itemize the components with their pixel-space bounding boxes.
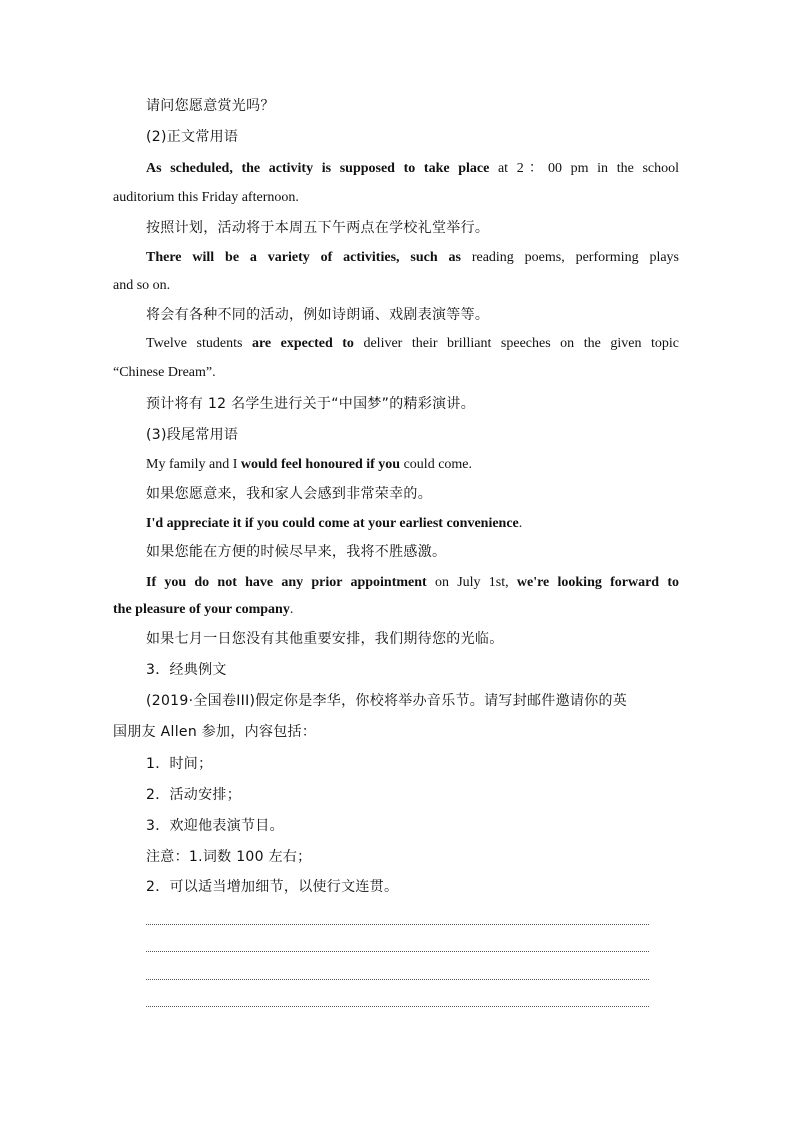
sentence-text: . — [518, 516, 523, 531]
note-item: 注意：1.词数 100 左右； — [146, 849, 312, 865]
example-sentence-en — [146, 248, 679, 268]
key-phrase: are expected to — [251, 336, 354, 351]
section-heading-closing-phrases: (3)段尾常用语 — [146, 427, 239, 443]
section-heading-body-phrases: (2)正文常用语 — [146, 129, 239, 145]
example-sentence-en — [146, 334, 679, 354]
note-item: 2．可以适当增加细节，以使行文连贯。 — [146, 879, 399, 895]
example-sentence-en-cont: “Chinese Dream”. — [113, 365, 216, 380]
task-prompt: (2019·全国卷III)假定你是李华，你校将举办音乐节。请写封邮件邀请你的英 — [146, 693, 628, 709]
translation-cn: 按照计划，活动将于本周五下午两点在学校礼堂举行。 — [146, 220, 490, 236]
answer-line — [146, 979, 649, 980]
example-sentence-en-cont: and so on. — [113, 278, 171, 293]
sentence-text: on July 1st, — [426, 575, 517, 590]
key-phrase: would feel honoured if you — [240, 457, 401, 472]
requirement-item: 3．欢迎他表演节目。 — [146, 818, 284, 834]
example-sentence-en — [146, 573, 679, 593]
answer-line — [146, 951, 649, 952]
translation-cn: 如果您能在方便的时候尽早来，我将不胜感激。 — [146, 544, 447, 560]
translation-cn: 如果七月一日您没有其他重要安排，我们期待您的光临。 — [146, 631, 504, 647]
example-sentence-en — [146, 514, 522, 534]
requirement-item: 2．活动安排； — [146, 787, 242, 803]
key-phrase: the pleasure of your company — [113, 602, 290, 617]
sentence-text: Twelve students — [146, 336, 252, 351]
sentence-text: could come. — [400, 457, 473, 472]
invitation-question-cn: 请问您愿意赏光吗？ — [146, 98, 275, 114]
task-prompt-cont: 国朋友 Allen 参加，内容包括： — [113, 724, 317, 740]
sentence-text: reading poems, performing plays — [460, 250, 679, 265]
section-heading-model-essay: 3．经典例文 — [146, 662, 227, 678]
answer-line — [146, 924, 649, 925]
sentence-text: at 2：00 pm in the school — [489, 161, 679, 176]
key-phrase: we're looking forward to — [516, 575, 679, 590]
translation-cn: 预计将有 12 名学生进行关于“中国梦”的精彩演讲。 — [146, 396, 476, 412]
translation-cn: 如果您愿意来，我和家人会感到非常荣幸的。 — [146, 486, 432, 502]
key-phrase: There will be a variety of activities, such as — [146, 250, 461, 265]
requirement-item: 1．时间； — [146, 756, 213, 772]
example-sentence-en — [146, 455, 472, 475]
example-sentence-en — [146, 159, 679, 179]
sentence-text: . — [289, 602, 294, 617]
example-sentence-en-cont — [113, 600, 293, 620]
example-sentence-en-cont: auditorium this Friday afternoon. — [113, 190, 299, 205]
answer-line — [146, 1006, 649, 1007]
sentence-text: My family and I — [146, 457, 241, 472]
key-phrase: I'd appreciate it if you could come at your earliest convenience — [146, 516, 519, 531]
sentence-text: deliver their brilliant speeches on the given topic — [353, 336, 679, 351]
key-phrase: As scheduled, the activity is supposed to take place — [146, 161, 490, 176]
translation-cn: 将会有各种不同的活动，例如诗朗诵、戏剧表演等等。 — [146, 307, 490, 323]
key-phrase: If you do not have any prior appointment — [146, 575, 427, 590]
